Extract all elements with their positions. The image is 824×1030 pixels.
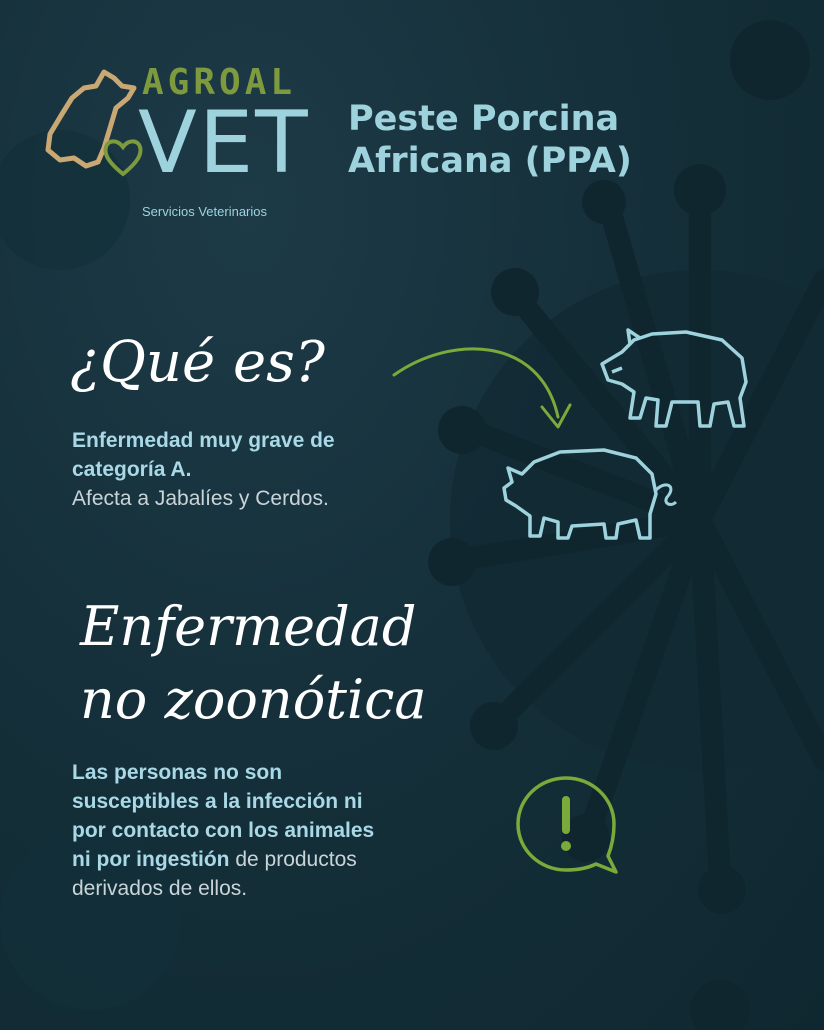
section2-heading-line-1: Enfermedad [80, 595, 417, 658]
logo-brand-main: VET [138, 93, 310, 193]
boar-icon [594, 322, 754, 432]
logo-brand-top: AGROAL [142, 62, 297, 103]
section2-bold-line-3: por contacto con los animales [72, 819, 375, 842]
arrow-icon [390, 335, 580, 435]
section1-heading: ¿Qué es? [70, 330, 325, 395]
pig-icon [500, 440, 680, 545]
section1-bold-line-1: Enfermedad muy grave de [72, 429, 335, 452]
title-line-2: Africana (PPA) [348, 141, 632, 181]
warning-bubble-icon [512, 772, 622, 876]
agroalvet-logo [44, 62, 314, 232]
section2-bold-line-4: ni por ingestión [72, 848, 230, 871]
logo-tagline: Servicios Veterinarios [142, 204, 267, 219]
title-line-1: Peste Porcina [348, 99, 620, 139]
section2-heading-line-2: no zoonótica [80, 668, 427, 731]
section1-description [72, 426, 452, 513]
section1-bold-line-2: categoría A. [72, 458, 192, 481]
section2-normal-tail: de productos [229, 848, 357, 871]
section2-bold-line-2: susceptibles a la infección ni [72, 790, 363, 813]
section1-normal-line: Afecta a Jabalíes y Cerdos. [72, 487, 329, 510]
section2-normal-line-5: derivados de ellos. [72, 877, 248, 900]
section2-description [72, 758, 502, 903]
section2-bold-line-1: Las personas no son [72, 761, 283, 784]
page-title [348, 98, 632, 182]
